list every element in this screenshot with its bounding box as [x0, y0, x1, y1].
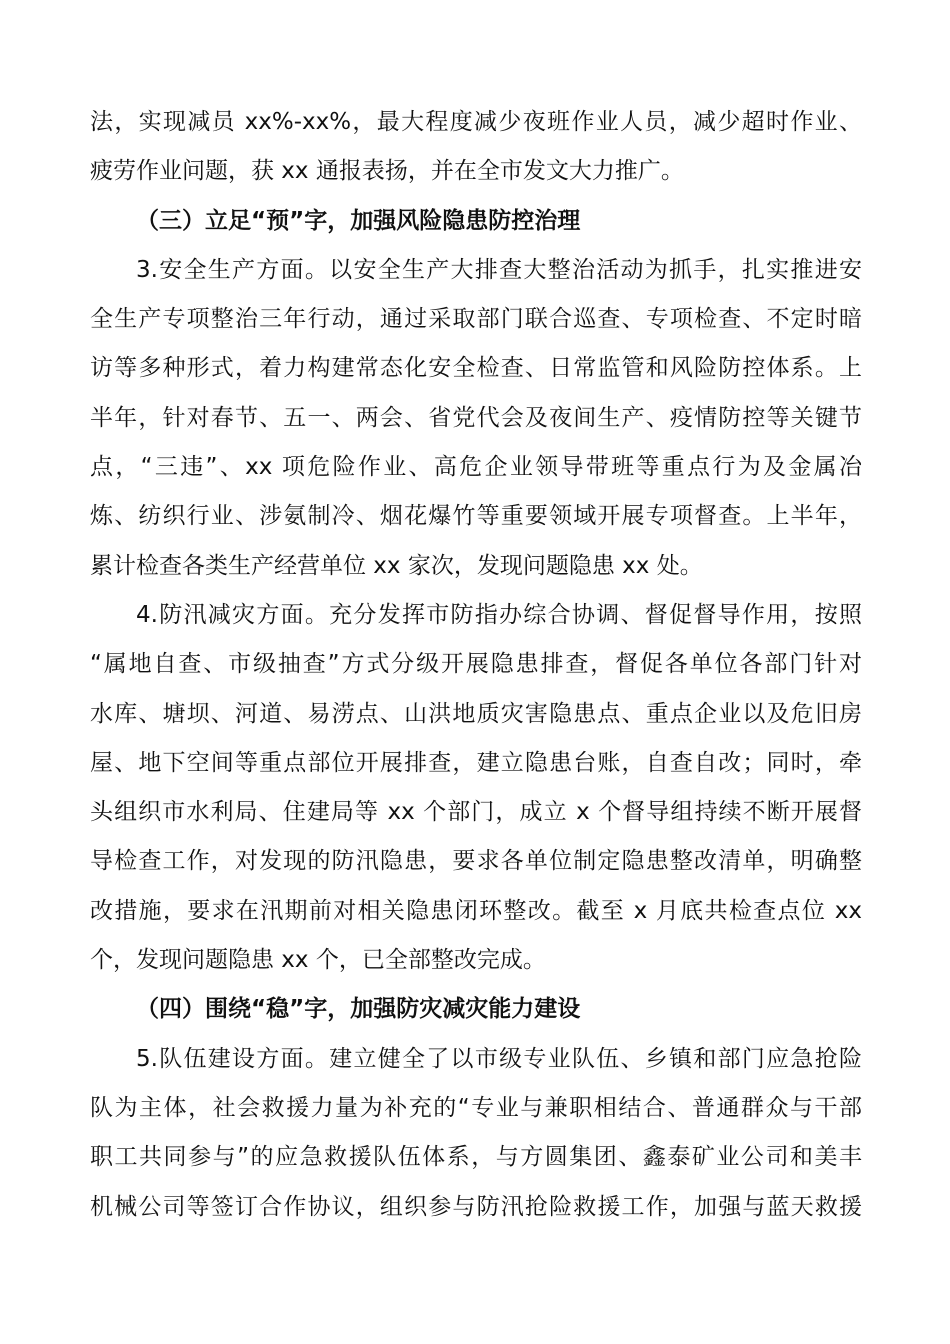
text-line: 点，“三违”、xx 项危险作业、高危企业领导带班等重点行为及金属冶 — [90, 454, 862, 481]
paragraph-first-line: 4.防汛减灾方面。充分发挥市防指办综合协调、督促督导作用，按照 — [136, 601, 862, 628]
text-line: 导检查工作，对发现的防汛隐患，要求各单位制定隐患整改清单，明确整 — [90, 848, 862, 875]
section-heading: （四）围绕“稳”字，加强防灾减灾能力建设 — [136, 996, 581, 1023]
section-heading: （三）立足“预”字，加强风险隐患防控治理 — [136, 207, 581, 234]
text-line: 炼、纺织行业、涉氨制冷、烟花爆竹等重要领域开展专项督查。上半年， — [90, 503, 862, 530]
text-line: 职工共同参与”的应急救援队伍体系，与方圆集团、鑫泰矿业公司和美丰 — [90, 1144, 862, 1171]
text-line: 法，实现减员 xx%-xx%，最大程度减少夜班作业人员，减少超时作业、 — [90, 109, 862, 135]
text-line: 屋、地下空间等重点部位开展排查，建立隐患台账，自查自改；同时，牵 — [90, 749, 862, 776]
text-line: 累计检查各类生产经营单位 xx 家次，发现问题隐患 xx 处。 — [90, 552, 703, 579]
text-line: 个，发现问题隐患 xx 个，已全部整改完成。 — [90, 947, 546, 974]
text-line: 头组织市水利局、住建局等 xx 个部门，成立 x 个督导组持续不断开展督 — [90, 799, 862, 826]
text-line: 改措施，要求在汛期前对相关隐患闭环整改。截至 x 月底共检查点位 xx — [90, 897, 862, 924]
paragraph-first-line: 3.安全生产方面。以安全生产大排查大整治活动为抓手，扎实推进安 — [136, 256, 862, 283]
text-line: 水库、塘坝、河道、易涝点、山洪地质灾害隐患点、重点企业以及危旧房 — [90, 700, 862, 727]
document-page — [90, 98, 862, 1232]
text-line: 全生产专项整治三年行动，通过采取部门联合巡查、专项检查、不定时暗 — [90, 306, 862, 333]
paragraph-first-line: 5.队伍建设方面。建立健全了以市级专业队伍、乡镇和部门应急抢险 — [136, 1045, 862, 1072]
text-line: 机械公司等签订合作协议，组织参与防汛抢险救援工作，加强与蓝天救援 — [90, 1193, 862, 1220]
text-line: 疲劳作业问题，获 xx 通报表扬，并在全市发文大力推广。 — [90, 158, 684, 185]
text-line: 队为主体，社会救援力量为补充的“专业与兼职相结合、普通群众与干部 — [90, 1094, 862, 1121]
text-line: 半年，针对春节、五一、两会、省党代会及夜间生产、疫情防控等关键节 — [90, 404, 862, 431]
text-line: 访等多种形式，着力构建常态化安全检查、日常监管和风险防控体系。上 — [90, 355, 862, 382]
text-line: “属地自查、市级抽查”方式分级开展隐患排查，督促各单位各部门针对 — [90, 651, 862, 678]
